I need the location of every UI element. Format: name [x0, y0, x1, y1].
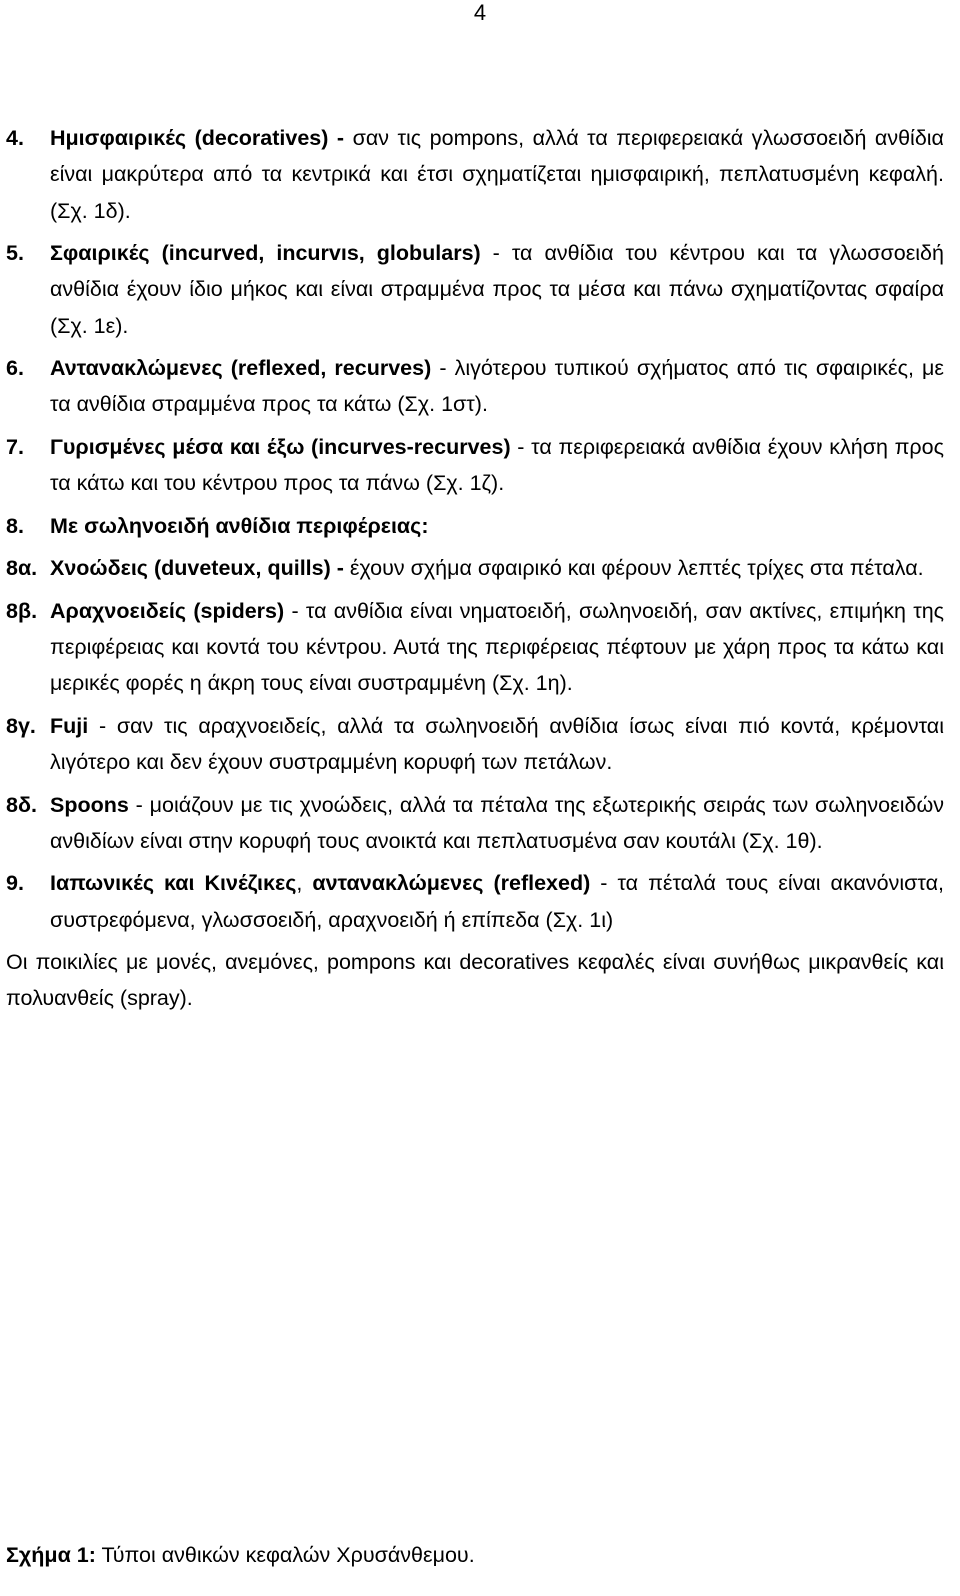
- list-item-8a: [0, 550, 960, 586]
- list-item-5: [0, 235, 960, 344]
- item-term: Fuji: [50, 713, 89, 738]
- item-term: Spoons: [50, 792, 129, 817]
- list-item-8d: [0, 787, 960, 860]
- list-item-4: [0, 120, 960, 229]
- closing-paragraph: Οι ποικιλίες με μονές, ανεμόνες, pompons και decoratives κεφαλές είναι συνήθως μικρανθείς και πολυανθείς (spray).: [6, 950, 944, 1011]
- item-term: Με σωληνοειδή ανθίδια περιφέρειας:: [50, 513, 429, 538]
- caption-text: Τύποι ανθικών κεφαλών Χρυσάνθεμου.: [95, 1543, 475, 1567]
- item-term: Ημισφαιρικές (decoratives) -: [50, 126, 345, 150]
- item-term: Αντανακλώμενες (reflexed, recurves): [50, 356, 432, 381]
- item-text: - τα περιφερειακά ανθίδια έχουν κλήση προς τα κάτω και του κέντρου προς τα πάνω (Σχ. 1ζ).: [50, 434, 944, 496]
- item-term: Σφαιρικές (incurved, incurvıs, globulars): [50, 241, 481, 266]
- item-text: - τα πέταλά τους είναι ακανόνιστα, συστρεφόμενα, γλωσσοειδή, αραχνοειδή ή επίπεδα (Σχ. 1ι): [50, 871, 944, 932]
- page-number: 4: [473, 0, 487, 25]
- item-number: 7.: [6, 434, 24, 459]
- item-term: Χνοώδεις (duveteux, quills) -: [50, 556, 344, 581]
- item-number: 5.: [6, 241, 24, 266]
- item-text: - τα ανθίδια είναι νηματοειδή, σωληνοειδή, σαν ακτίνες, επιμήκη της περιφέρειας και κοντά του κέντρου. Αυτά της περιφέρειας πέφτουν με χάρη προς τα κάτω και μερικές φορές η άκρη τους είναι συστραμμένη (Σχ. 1η).: [50, 598, 945, 696]
- item-term-separator: ,: [296, 871, 313, 896]
- list-item-8: [0, 508, 960, 544]
- item-number: 6.: [6, 356, 24, 381]
- item-text: - μοιάζουν με τις χνοώδεις, αλλά τα πέταλα της εξωτερικής σειράς των σωληνοειδών ανθιδίων είναι στην κορυφή τους ανοικτά και πεπλατυσμένα σαν κουτάλι (Σχ. 1θ).: [50, 792, 944, 853]
- item-number: 9.: [6, 871, 24, 896]
- caption-label: Σχήμα 1:: [6, 1543, 96, 1567]
- item-text: σαν τις pompons, αλλά τα περιφερειακά γλωσσοειδή ανθίδια είναι μακρύτερα από τα κεντρικά και έτσι σχηματίζεται ημισφαιρική, πεπλατυσμένη κεφαλή. (Σχ. 1δ).: [50, 126, 944, 223]
- item-text: - σαν τις αραχνοειδείς, αλλά τα σωληνοειδή ανθίδια ίσως είναι πιό κοντά, κρέμονται λιγότερο και δεν έχουν συστραμμένη κορυφή των πετάλων.: [50, 713, 944, 775]
- item-term: Γυρισμένες μέσα και έξω (incurves-recurves): [50, 434, 511, 459]
- item-text: - λιγότερου τυπικού σχήματος από τις σφαιρικές, με τα ανθίδια στραμμένα προς τα κάτω (Σχ. 1στ).: [50, 356, 944, 417]
- item-text: έχουν σχήμα σφαιρικό και φέρουν λεπτές τρίχες στα πέταλα.: [343, 556, 924, 581]
- item-number: 8δ.: [6, 792, 37, 817]
- item-number: 8γ.: [6, 713, 36, 738]
- figure-caption: [6, 1537, 475, 1573]
- item-term: Αραχνοειδείς (spiders): [50, 598, 285, 623]
- list-item-8c: [0, 708, 960, 781]
- item-number: 8.: [6, 513, 24, 538]
- item-term: Ιαπωνικές και Κινέζικες: [50, 871, 297, 896]
- item-term-secondary: αντανακλώμενες (reflexed): [312, 871, 591, 896]
- item-text: - τα ανθίδια του κέντρου και τα γλωσσοειδή ανθίδια έχουν ίδιο μήκος και είναι στραμμένα προς τα μέσα και πάνω σχηματίζοντας σφαίρα (Σχ. 1ε).: [50, 241, 944, 338]
- list-item-8b: [0, 593, 960, 702]
- classification-list: [0, 120, 960, 1017]
- item-number: 8β.: [6, 598, 38, 623]
- item-number: 8α.: [6, 556, 38, 581]
- list-item-9: [0, 865, 960, 938]
- item-number: 4.: [6, 126, 24, 150]
- list-item-7: [0, 429, 960, 502]
- list-item-6: [0, 350, 960, 423]
